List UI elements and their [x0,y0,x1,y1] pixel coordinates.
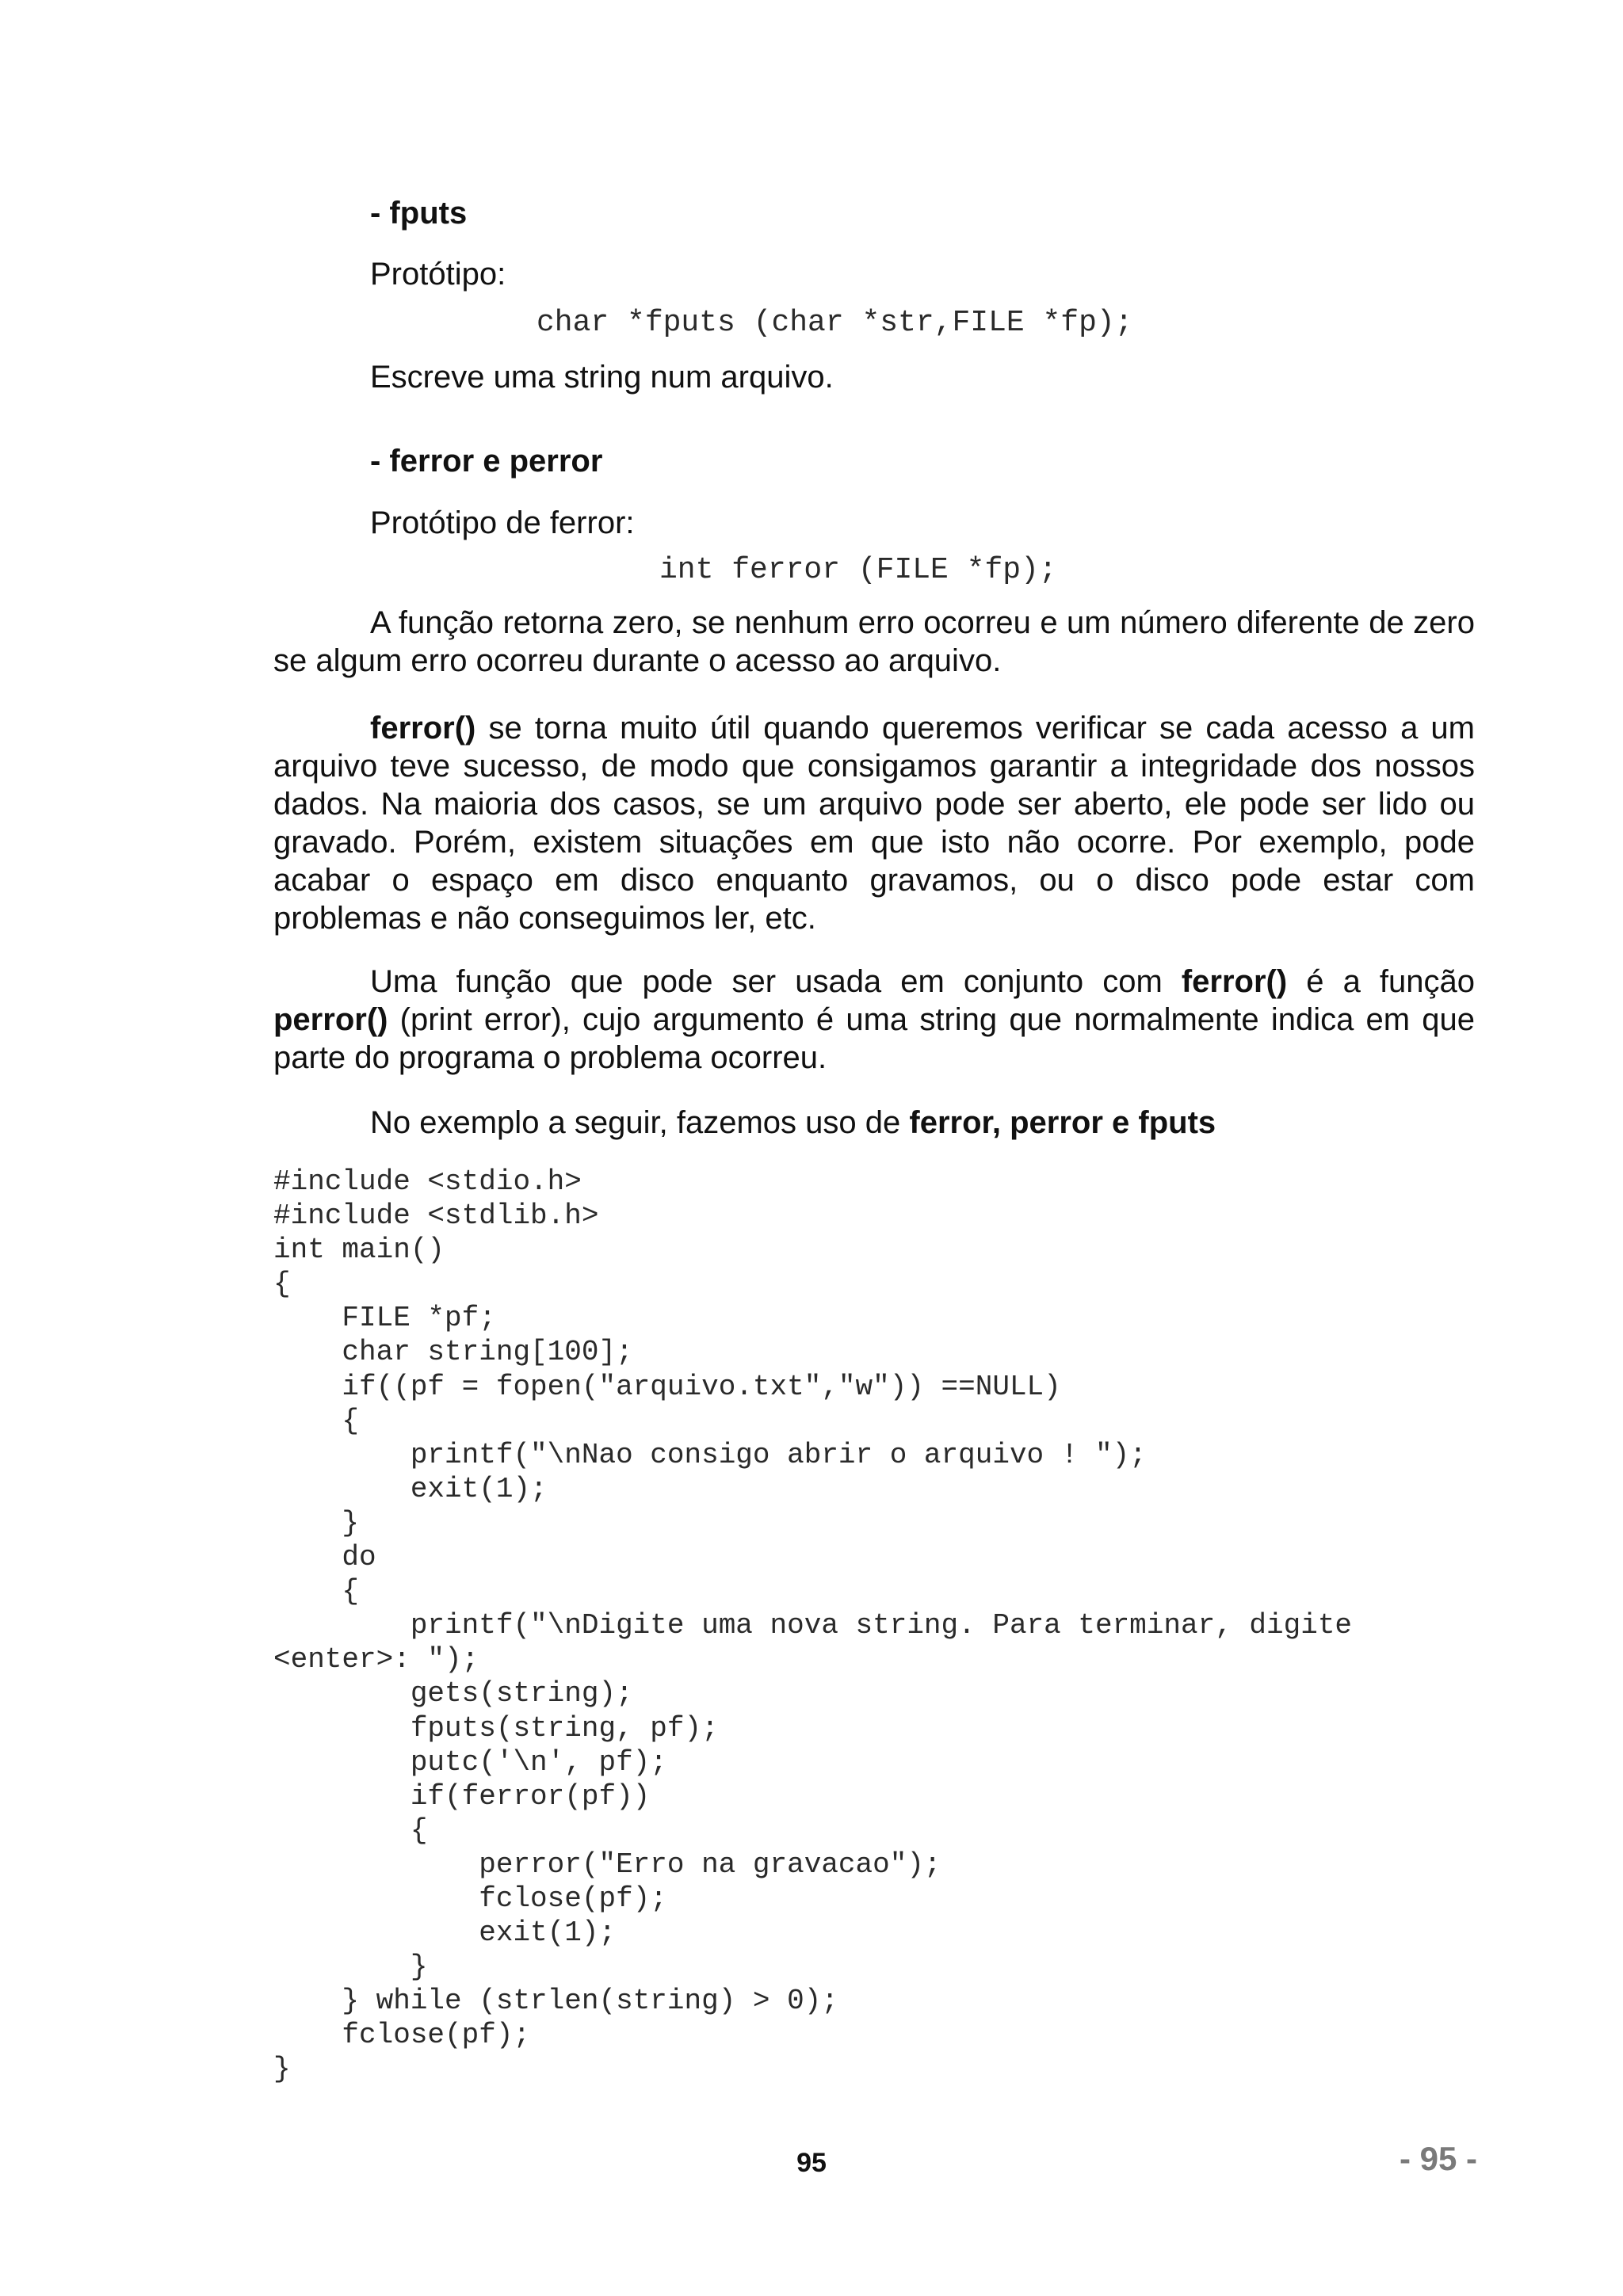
paragraph-perror-text-2: é a função [1287,964,1475,999]
prototype-code-ferror: int ferror (FILE *fp); [659,553,1057,587]
code-line: exit(1); [273,1472,548,1505]
section-heading-fputs: - fputs [370,196,468,231]
code-line: { [273,1268,291,1301]
code-line: exit(1); [273,1917,617,1950]
code-line: gets(string); [273,1677,633,1711]
example-intro-bold: ferror, perror e fputs [909,1105,1216,1140]
code-line: #include <stdlib.h> [273,1199,599,1233]
code-line: } [273,1951,428,1984]
code-line: putc('\n', pf); [273,1745,667,1779]
code-line: { [273,1404,360,1437]
bold-term-perror: perror() [273,1002,388,1037]
code-line: printf("\nDigite uma nova string. Para terminar, digite [273,1609,1353,1642]
paragraph-ferror-usage-text: se torna muito útil quando queremos verificar se cada acesso a um arquivo teve sucesso, de modo que consigamos garantir a integridade dos nossos dados. Na maioria dos casos, se um arquivo pode ser aberto, ele pode ser lido ou gravado. Porém, existem situações em que isto não ocorre. Por exemplo, pode acabar o espaço em disco enquanto gravamos, ou o disco pode estar com problemas e não conseguimos ler, etc. [273,711,1475,936]
code-listing [273,1165,1352,2087]
paragraph-perror-text-3: (print error), cujo argumento é uma string que normalmente indica em que parte do programa o problema ocorreu. [273,1002,1475,1075]
code-line: if((pf = fopen("arquivo.txt","w")) ==NULL) [273,1370,1061,1403]
paragraph-perror [273,963,1475,1077]
footer-page-number-decorated: - 95 - [1399,2140,1477,2177]
code-line: printf("\nNao consigo abrir o arquivo ! "); [273,1438,1147,1471]
code-line: #include <stdio.h> [273,1165,582,1198]
description-fputs: Escreve uma string num arquivo. [370,360,834,395]
code-line: do [273,1541,376,1574]
footer-page-number: 95 [796,2148,827,2178]
bold-term-ferror-2: ferror() [1181,964,1288,999]
code-line: <enter>: "); [273,1643,479,1676]
code-line: if(ferror(pf)) [273,1779,651,1813]
code-line: { [273,1814,428,1847]
prototype-code-fputs: char *fputs (char *str,FILE *fp); [537,306,1133,340]
code-line: fputs(string, pf); [273,1711,719,1745]
paragraph-example-intro [370,1104,1216,1142]
code-line: perror("Erro na gravacao"); [273,1848,941,1881]
paragraph-ferror-return: A função retorna zero, se nenhum erro ocorreu e um número diferente de zero se algum erro ocorreu durante o acesso ao arquivo. [273,605,1475,678]
code-line: } [273,1506,360,1539]
bold-term-ferror: ferror() [370,711,476,746]
prototype-label-ferror: Protótipo de ferror: [370,505,635,540]
code-line: } [273,2053,291,2086]
code-line: { [273,1575,360,1608]
example-intro-text: No exemplo a seguir, fazemos uso de [370,1105,910,1140]
code-line: fclose(pf); [273,1882,667,1915]
code-line: int main() [273,1234,445,1267]
code-line: char string[100]; [273,1336,633,1369]
paragraph-ferror-usage [273,709,1475,937]
section-heading-ferror: - ferror e perror [370,444,603,479]
code-line: } while (strlen(string) > 0); [273,1985,838,2018]
code-line: FILE *pf; [273,1302,496,1335]
paragraph-perror-text-1: Uma função que pode ser usada em conjunto com [370,964,1182,999]
prototype-label-fputs: Protótipo: [370,257,506,292]
code-line: fclose(pf); [273,2019,531,2052]
